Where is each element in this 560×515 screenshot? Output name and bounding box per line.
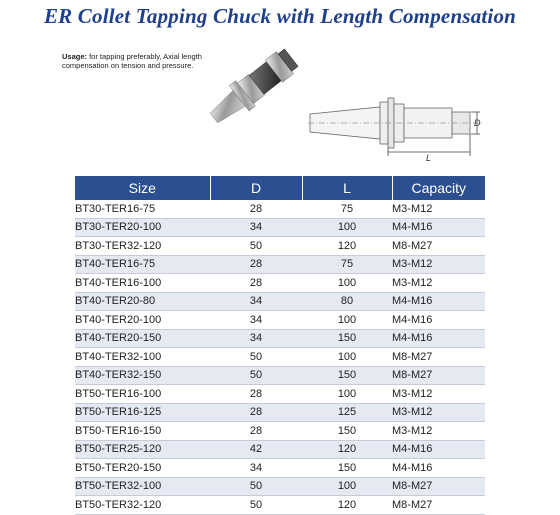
cell-capacity: M3-M12 — [392, 274, 485, 293]
technical-drawing — [308, 90, 493, 165]
cell-l: 75 — [302, 255, 392, 274]
cell-l: 100 — [302, 218, 392, 237]
header-capacity: Capacity — [392, 176, 485, 200]
cell-size: BT30-TER32-120 — [75, 237, 210, 256]
cell-l: 80 — [302, 292, 392, 311]
cell-d: 50 — [210, 348, 302, 367]
cell-capacity: M8-M27 — [392, 348, 485, 367]
cell-size: BT40-TER16-100 — [75, 274, 210, 293]
usage-note — [62, 52, 202, 70]
cell-capacity: M4-M16 — [392, 329, 485, 348]
cell-d: 28 — [210, 422, 302, 441]
cell-d: 42 — [210, 440, 302, 459]
cell-d: 50 — [210, 477, 302, 496]
cell-d: 34 — [210, 459, 302, 478]
cell-capacity: M8-M27 — [392, 366, 485, 385]
cell-l: 150 — [302, 329, 392, 348]
cell-l: 150 — [302, 422, 392, 441]
table-row — [75, 237, 485, 256]
page-title: ER Collet Tapping Chuck with Length Compensation — [43, 4, 517, 28]
cell-size: BT40-TER32-100 — [75, 348, 210, 367]
table-header-row — [75, 176, 485, 200]
cell-l: 100 — [302, 311, 392, 330]
usage-label: Usage: — [62, 52, 88, 61]
cell-size: BT40-TER16-75 — [75, 255, 210, 274]
cell-d: 28 — [210, 385, 302, 404]
cell-size: BT50-TER16-150 — [75, 422, 210, 441]
cell-d: 34 — [210, 329, 302, 348]
cell-d: 34 — [210, 292, 302, 311]
table-row — [75, 422, 485, 441]
header-size: Size — [75, 176, 210, 200]
table-row — [75, 200, 485, 218]
cell-capacity: M8-M27 — [392, 496, 485, 515]
table-row — [75, 440, 485, 459]
cell-l: 125 — [302, 403, 392, 422]
cell-size: BT30-TER20-100 — [75, 218, 210, 237]
cell-d: 28 — [210, 403, 302, 422]
table-row — [75, 366, 485, 385]
cell-size: BT50-TER32-120 — [75, 496, 210, 515]
cell-capacity: M3-M12 — [392, 200, 485, 218]
header-d: D — [210, 176, 302, 200]
cell-d: 50 — [210, 366, 302, 385]
cell-size: BT40-TER20-150 — [75, 329, 210, 348]
spec-table — [75, 176, 485, 515]
cell-d: 28 — [210, 200, 302, 218]
cell-capacity: M4-M16 — [392, 311, 485, 330]
cell-size: BT40-TER32-150 — [75, 366, 210, 385]
cell-d: 50 — [210, 496, 302, 515]
cell-d: 50 — [210, 237, 302, 256]
cell-capacity: M8-M27 — [392, 477, 485, 496]
cell-d: 34 — [210, 218, 302, 237]
cell-size: BT40-TER20-100 — [75, 311, 210, 330]
cell-size: BT50-TER16-125 — [75, 403, 210, 422]
cell-l: 100 — [302, 274, 392, 293]
cell-capacity: M3-M12 — [392, 422, 485, 441]
table-row — [75, 311, 485, 330]
cell-capacity: M4-M16 — [392, 218, 485, 237]
table-body — [75, 200, 485, 514]
header-l: L — [302, 176, 392, 200]
cell-d: 34 — [210, 311, 302, 330]
cell-l: 100 — [302, 385, 392, 404]
cell-l: 150 — [302, 366, 392, 385]
cell-size: BT30-TER16-75 — [75, 200, 210, 218]
cell-l: 100 — [302, 477, 392, 496]
cell-capacity: M3-M12 — [392, 385, 485, 404]
table-row — [75, 274, 485, 293]
table-row — [75, 459, 485, 478]
cell-d: 28 — [210, 274, 302, 293]
dimension-l-label: L — [426, 153, 432, 163]
cell-size: BT50-TER25-120 — [75, 440, 210, 459]
table-row — [75, 385, 485, 404]
cell-capacity: M4-M16 — [392, 440, 485, 459]
dimension-d-label: D — [474, 118, 481, 128]
cell-l: 100 — [302, 348, 392, 367]
table-row — [75, 292, 485, 311]
cell-l: 150 — [302, 459, 392, 478]
chuck-photo — [205, 36, 305, 136]
cell-d: 28 — [210, 255, 302, 274]
usage-text: for tapping preferably, Axial length compensation on tension and pressure. — [62, 52, 202, 70]
cell-size: BT50-TER16-100 — [75, 385, 210, 404]
cell-l: 120 — [302, 440, 392, 459]
cell-capacity: M8-M27 — [392, 237, 485, 256]
table-row — [75, 218, 485, 237]
cell-size: BT40-TER20-80 — [75, 292, 210, 311]
cell-capacity: M4-M16 — [392, 292, 485, 311]
table-row — [75, 255, 485, 274]
table-row — [75, 329, 485, 348]
cell-l: 120 — [302, 496, 392, 515]
cell-l: 120 — [302, 237, 392, 256]
cell-l: 75 — [302, 200, 392, 218]
table-row — [75, 403, 485, 422]
table-row — [75, 477, 485, 496]
cell-capacity: M3-M12 — [392, 255, 485, 274]
table-row — [75, 348, 485, 367]
table-row — [75, 496, 485, 515]
cell-capacity: M3-M12 — [392, 403, 485, 422]
cell-size: BT50-TER20-150 — [75, 459, 210, 478]
cell-size: BT50-TER32-100 — [75, 477, 210, 496]
cell-capacity: M4-M16 — [392, 459, 485, 478]
